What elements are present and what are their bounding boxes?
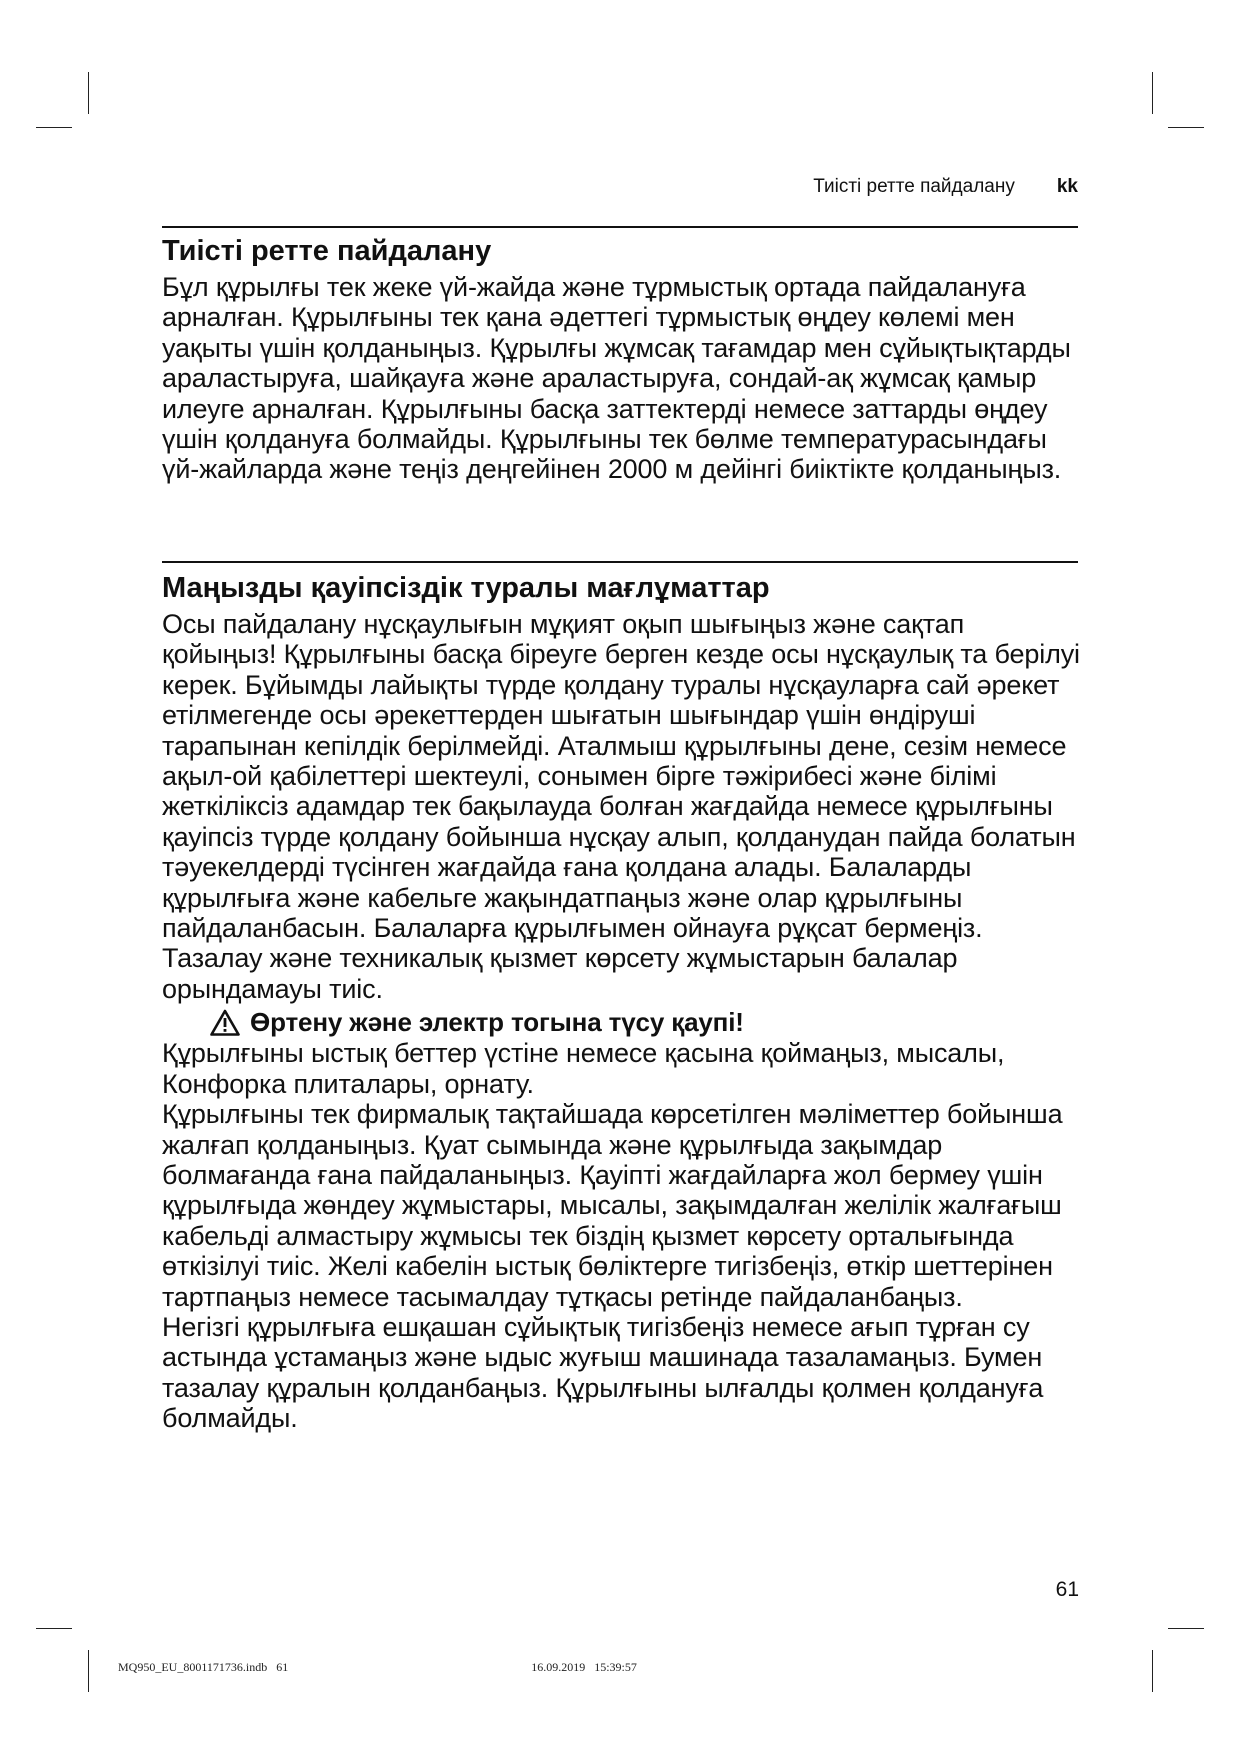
section-paragraph: Бұл құрылғы тек жеке үй-жайда және тұрмыстық ортада пайдалануға арналған. Құрылғыны тек қана әдеттегі тұрмыстық өңдеу көлемі мен уақыты үшін қолданыңыз. Құрылғы жұмсақ тағамдар мен сұйықтықтарды араластыруға, шайқауға және араластыруға, сондай-ақ жұмсақ қамыр илеуге арналған. Құрылғыны басқа заттектерді немесе заттарды өңдеу үшін қолдануға болмайды. Құрылғыны тек бөлме температурасындағы үй-жайларда және теңіз деңгейінен 2000 м дейінгі биіктікте қолданыңыз. — [162, 272, 1071, 485]
warning-paragraph: Құрылғыны тек фирмалық тақтайшада көрсетілген мәліметтер бойынша жалғап қолданыңыз. Қуат сымында және құрылғыда зақымдар болмағанда ғана пайдаланыңыз. Қауіпті жағдайларға жол бермеу үшін құрылғыда жөндеу жұмыстары, мысалы, зақымдалған желілік жалғағыш кабельді алмастыру жұмысы тек біздің қызмет көрсету орталығында өткізілуі тиіс. Желі кабелін ыстық бөліктерге тигізбеңіз, өткір шеттерінен тартпаңыз немесе тасымалдау тұтқасы ретінде пайдаланбаңыз. — [162, 1099, 1063, 1312]
warning-triangle-icon — [210, 1009, 240, 1036]
section-paragraph: Осы пайдалану нұсқаулығын мұқият оқып шығыңыз және сақтап қойыңыз! Құрылғыны басқа біреуге берген кезде осы нұсқаулық та берілуі керек. Бұйымды лайықты түрде қолдану туралы нұсқауларға сай әрекет етілмегенде осы әрекеттерден шығатын шығындар үшін өндіруші тарапынан кепілдік берілмейді. Аталмыш құрылғыны дене, сезім немесе ақыл-ой қабілеттері шектеулі, сонымен бірге тәжірибесі және білімі жеткіліксіз адамдар тек бақылауда болған жағдайда немесе құрылғыны қауіпсіз түрде қолдану бойынша нұсқау алып, қолданудан пайда болатын тәуекелдерді түсінген жағдайда ғана қолдана алады. Балаларды құрылғыға және кабельге жақындатпаңыз және олар құрылғыны пайдаланбасын. Балаларға құрылғымен ойнауға рұқсат бермеңіз. Тазалау және техникалық қызмет көрсету жұмыстарын балалар орындамауы тиіс. — [162, 609, 1080, 1004]
crop-mark — [1168, 1628, 1204, 1629]
section-safety — [162, 571, 1082, 1434]
warning-title: Өртену және электр тогына түсу қаупі! — [250, 1007, 744, 1038]
crop-mark — [1152, 1650, 1153, 1692]
section-title: Маңызды қауіпсіздік туралы мағлұматтар — [162, 572, 770, 604]
running-header — [162, 176, 1078, 198]
crop-mark — [1168, 127, 1204, 128]
section-title: Тиісті ретте пайдалану — [162, 235, 492, 267]
language-code: kk — [1056, 176, 1078, 197]
section-rule — [162, 226, 1078, 228]
crop-mark — [1152, 72, 1153, 114]
running-title: Тиісті ретте пайдалану — [813, 176, 1015, 197]
crop-mark — [88, 72, 89, 114]
print-slug: MQ950_EU_8001171736.indb 61 16.09.2019 15:39:57 — [118, 1660, 637, 1674]
page-number: 61 — [1055, 1578, 1079, 1601]
crop-mark — [88, 1650, 89, 1692]
section-intended-use — [162, 234, 1082, 485]
warning-heading — [210, 1006, 1082, 1038]
crop-mark — [36, 127, 72, 128]
warning-paragraph: Негізгі құрылғыға ешқашан сұйықтық тигізбеңіз немесе ағып тұрған су астында ұстамаңыз және ыдыс жуғыш машинада тазаламаңыз. Бумен тазалау құралын қолданбаңыз. Құрылғыны ылғалды қолмен қолдануға болмайды. — [162, 1311, 1044, 1434]
warning-paragraph: Құрылғыны ыстық беттер үстіне немесе қасына қоймаңыз, мысалы, Конфорка плиталары, орнату. — [162, 1038, 1005, 1099]
section-rule — [162, 561, 1078, 563]
crop-mark — [36, 1628, 72, 1629]
